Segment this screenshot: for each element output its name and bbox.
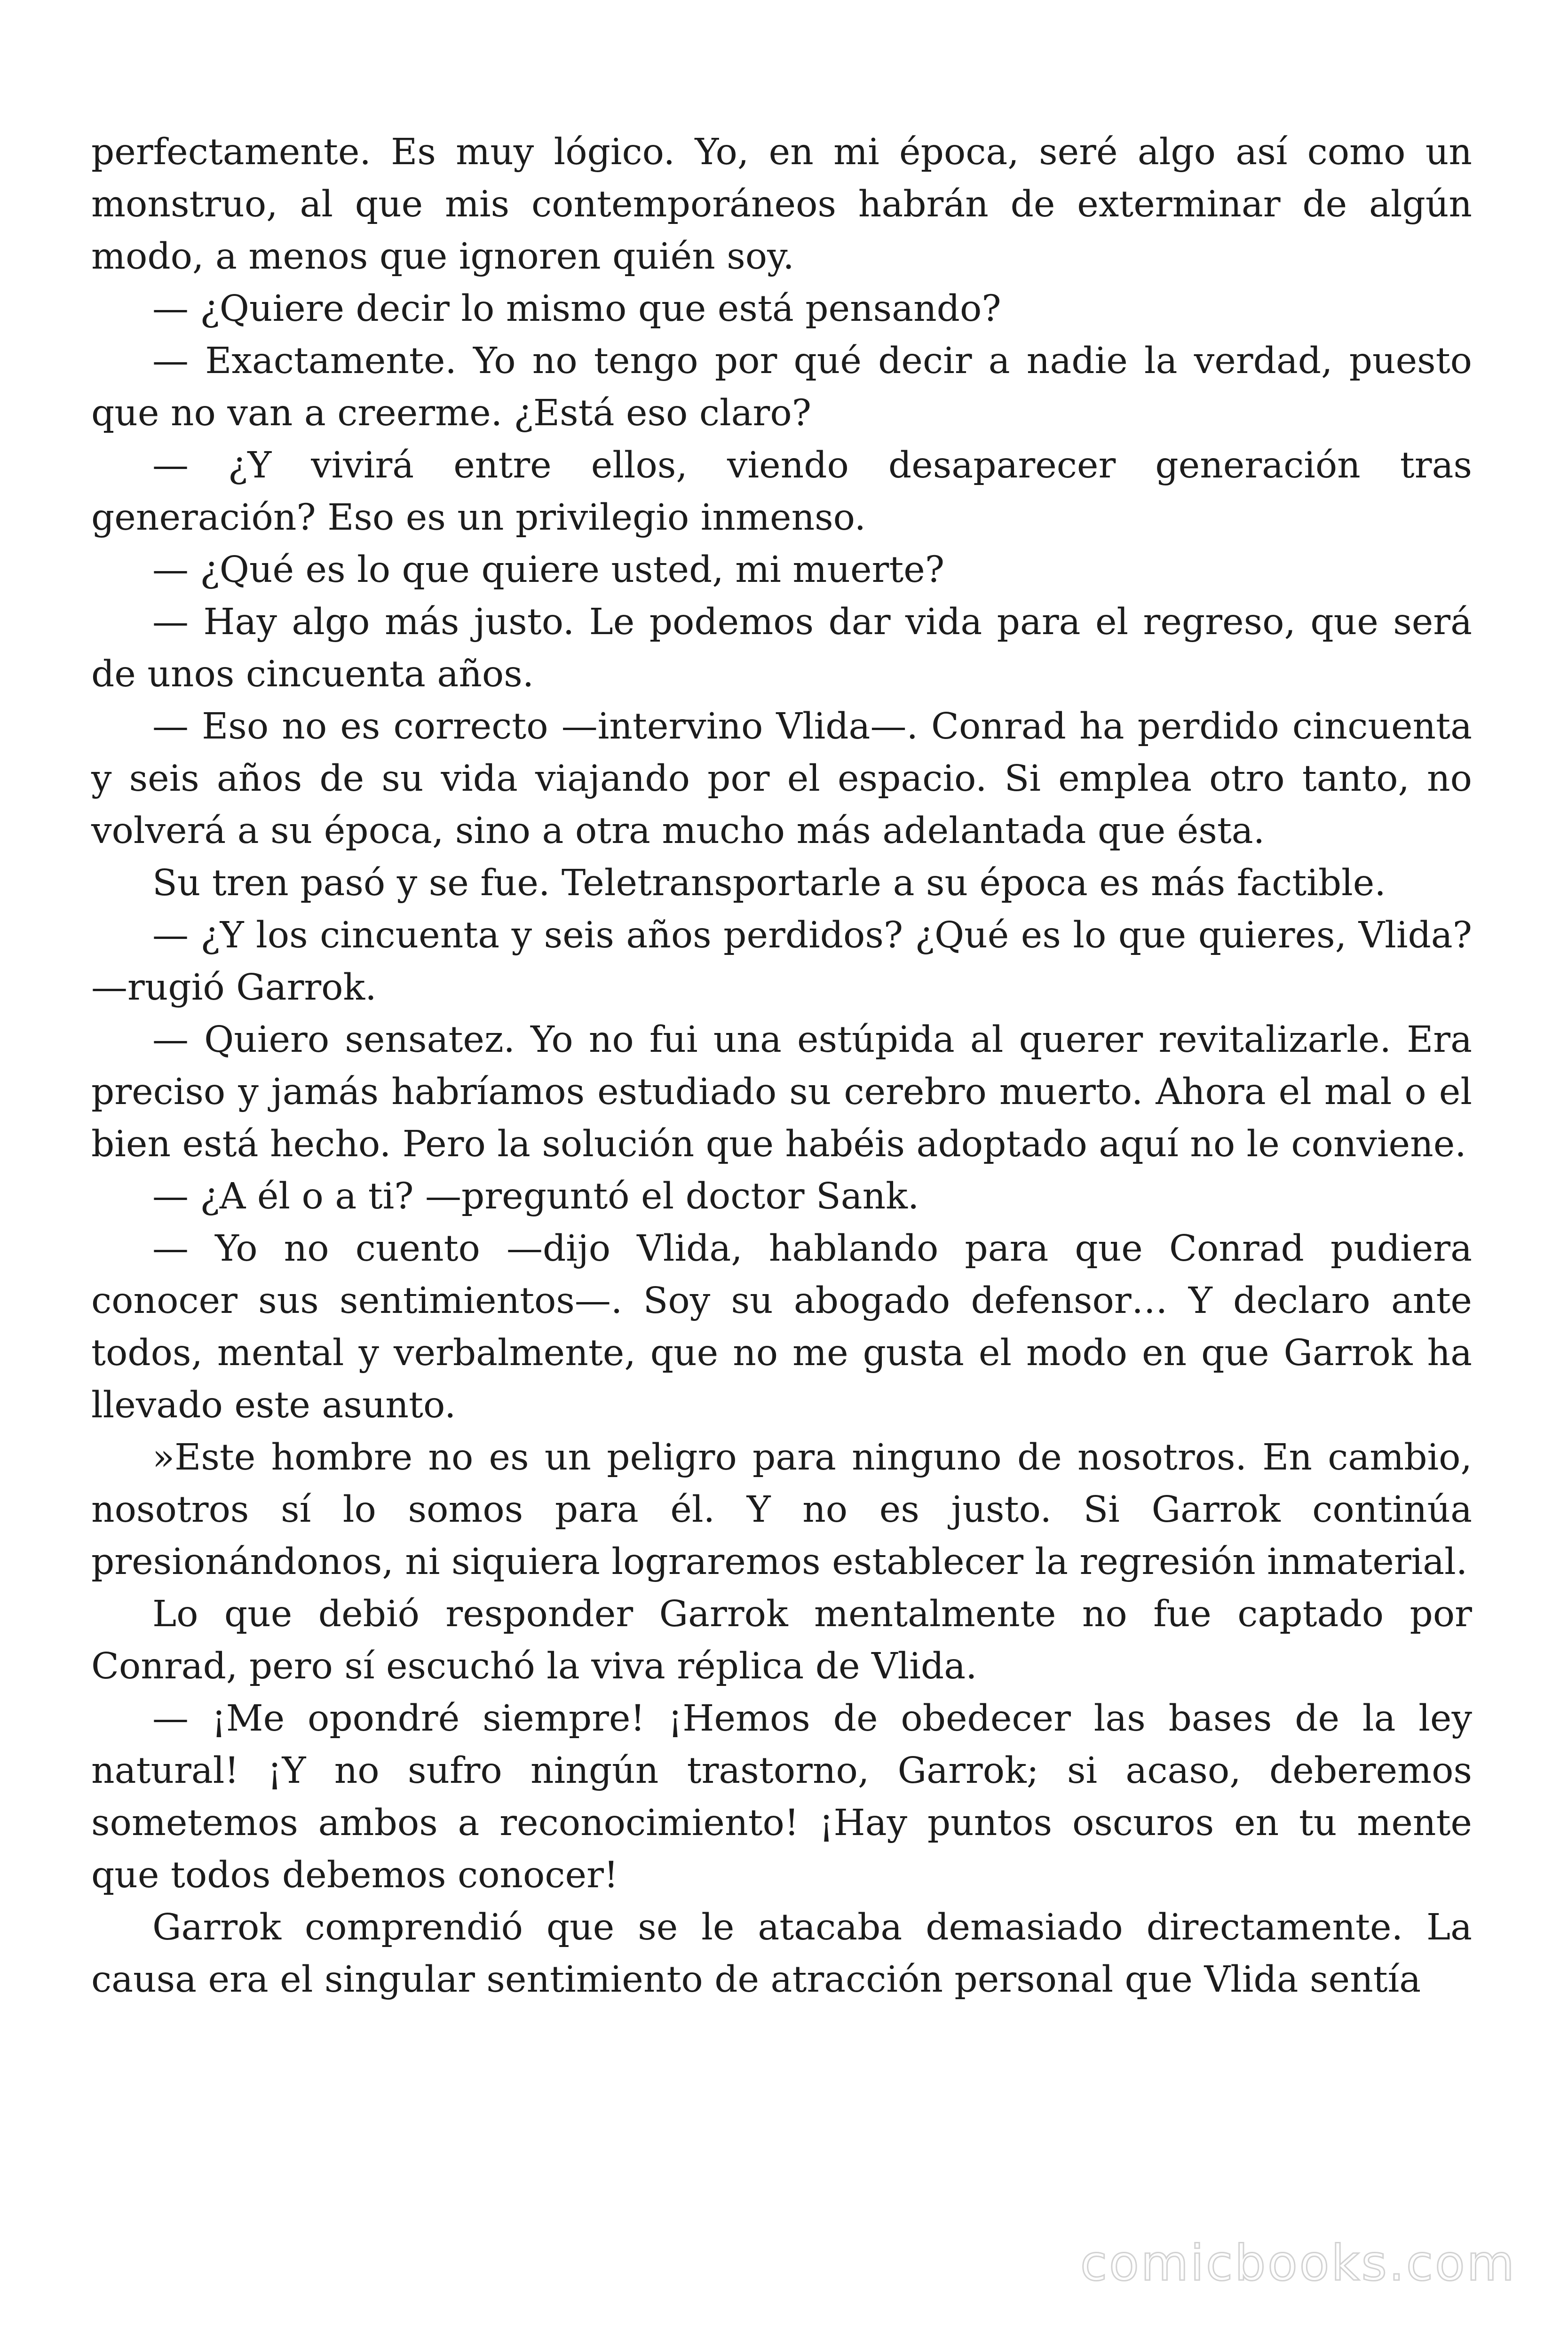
paragraph-12: — Yo no cuento —dijo Vlida, hablando para que Conrad pudiera conocer sus sentimientos—. Soy su abogado defensor… Y declaro ante todos, mental y verbalmente, que no me gusta el modo en que Garrok ha llevado este asunto. [91, 1228, 1472, 1426]
paragraph-3: — Exactamente. Yo no tengo por qué decir a nadie la verdad, puesto que no van a creerme. ¿Está eso claro? [91, 340, 1472, 434]
paragraph-8: Su tren pasó y se fue. Teletransportarle a su época es más factible. [152, 862, 1386, 904]
paragraph-15: — ¡Me opondré siempre! ¡Hemos de obedecer las bases de la ley natural! ¡Y no sufro ningún trastorno, Garrok; si acaso, deberemos sometemos ambos a reconocimiento! ¡Hay puntos oscuros en tu mente que todos debemos conocer! [91, 1698, 1472, 1896]
paragraph-1: perfectamente. Es muy lógico. Yo, en mi época, seré algo así como un monstruo, al que mis contemporáneos habrán de exterminar de algún modo, a menos que ignoren quién soy. [91, 131, 1472, 278]
watermark: comicbooks.com [1080, 2234, 1516, 2292]
paragraph-16: Garrok comprendió que se le atacaba demasiado directamente. La causa era el singular sentimiento de atracción personal que Vlida sentía [91, 1907, 1472, 2001]
paragraph-13: »Este hombre no es un peligro para ninguno de nosotros. En cambio, nosotros sí lo somos para él. Y no es justo. Si Garrok continúa presionándonos, ni siquiera lograremos establecer la regresión inmaterial. [91, 1437, 1472, 1583]
paragraph-4: — ¿Y vivirá entre ellos, viendo desaparecer generación tras generación? Eso es un privilegio inmenso. [91, 445, 1472, 539]
paragraph-9: — ¿Y los cincuenta y seis años perdidos? ¿Qué es lo que quieres, Vlida? —rugió Garrok. [91, 914, 1472, 1009]
paragraph-5: — ¿Qué es lo que quiere usted, mi muerte? [152, 549, 945, 591]
paragraph-2: — ¿Quiere decir lo mismo que está pensando? [152, 288, 1001, 330]
paragraph-7: — Eso no es correcto —intervino Vlida—. Conrad ha perdido cincuenta y seis años de su vida viajando por el espacio. Si emplea otro tanto, no volverá a su época, sino a otra mucho más adelantada que ésta. [91, 706, 1472, 852]
paragraph-14: Lo que debió responder Garrok mentalmente no fue captado por Conrad, pero sí escuchó la viva réplica de Vlida. [91, 1593, 1472, 1687]
paragraph-11: — ¿A él o a ti? —preguntó el doctor Sank. [152, 1176, 919, 1217]
book-page-text [91, 126, 1472, 2006]
paragraph-6: — Hay algo más justo. Le podemos dar vida para el regreso, que será de unos cincuenta años. [91, 601, 1472, 695]
paragraph-10: — Quiero sensatez. Yo no fui una estúpida al querer revitalizarle. Era preciso y jamás habríamos estudiado su cerebro muerto. Ahora el mal o el bien está hecho. Pero la solución que habéis adoptado aquí no le conviene. [91, 1019, 1472, 1165]
